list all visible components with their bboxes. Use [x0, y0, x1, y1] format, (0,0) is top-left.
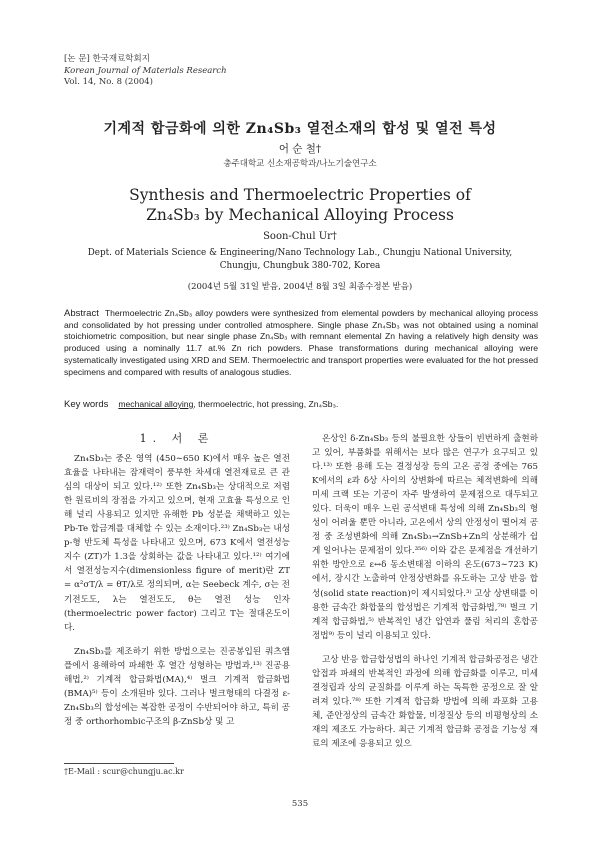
footnote-rule — [64, 763, 174, 764]
page-number: 535 — [291, 799, 309, 809]
title-english-line1: Synthesis and Thermoelectric Properties of — [129, 186, 471, 204]
journal-name-en: Korean Journal of Materials Research — [64, 65, 227, 76]
affiliation-english-line2: Chungju, Chungbuk 380-702, Korea — [219, 261, 381, 271]
keywords-rest: , thermoelectric, hot pressing, Zn₄Sb₃. — [193, 399, 339, 409]
abstract — [64, 308, 538, 378]
abstract-label: Abstract — [64, 308, 99, 319]
keywords — [64, 399, 538, 410]
footnote-email: †E-Mail : scur@chungju.ac.kr — [64, 767, 184, 776]
title-english — [0, 185, 600, 225]
affiliation-english — [60, 247, 540, 273]
left-column — [64, 432, 290, 729]
keyword-mechanical-alloying: mechanical alloying — [118, 399, 194, 409]
left-paragraph-2: Zn₄Sb₃를 제조하기 위한 방법으로는 진공봉입된 쿼츠앰플에서 용해하여 파쇄한 후 열간 성형하는 방법과,¹³⁾ 진공용해법,²⁾ 기계적 합금화법(MA),⁴⁾ 벌크 기계적 합금화법(BMA)⁵⁾ 등이 소개된바 있다. 그러나 벌크형태의 다결정 ε-Zn₄Sb₃의 합성에는 복잡한 공정이 수반되어야 하고, 특히 공정 중 orthorhombic구조의 β-ZnSb상 및 고 — [64, 646, 290, 727]
right-paragraph-1: 온상인 δ-Zn₄Sb₃ 등의 불필요한 상들이 빈번하게 출현하고 있어, 부품화를 위해서는 보다 많은 연구가 요구되고 있다.¹³⁾ 또한 용해 도는 결정성장 등의 고온 공정 중에는 765 K에서의 ε과 δ상 사이의 상변화에 따르는 체적변화에 의해 미세 크랙 또는 기공이 자주 발생하여 문제점으로 대두되고 있다. 더욱이 매우 느린 공석변태 특성에 의해 Zn₄Sb₃의 형성이 어려울 뿐만 아니라, 고온에서 상의 안정성이 떨어져 공정 중 조성변화에 의해 Zn₄Sb₃→ZnSb+Zn의 상분해가 쉽게 일어나는 문제점이 있다.³⁵⁶⁾ 이와 같은 문제점을 개선하기 위한 방안으로 ε↔δ 동소변태점 이하의 온도(673∼723 K)에서, 장시간 노출하여 안정상변화를 유도하는 고상 반응 합성(solid state reaction)이 제시되었다.³⁾ 고상 상변태를 이용한 금속간 화합물의 합성법은 기계적 합금화법,⁷⁸⁾ 벌크 기계적 합금화법,⁵⁾ 반복적인 냉간 압연과 풀림 처리의 혼합공정법⁹⁾ 등이 널리 이용되고 있다. — [312, 434, 538, 641]
right-paragraph-2: 고상 반응 합금합성법의 하나인 기계적 합금화공정은 냉간압접과 파쇄의 반복적인 과정에 의해 합금화를 이루고, 미세 결정립과 상의 균질화를 이루게 하는 독특한 공정으로 잘 알려져 있다.⁷⁸⁾ 또한 기계적 합금화 방법에 의해 과포화 고용체, 준안정상의 금속간 화합물, 비정질상 등의 비평형상의 소재의 제조도 가능하다. 최근 기계적 합금화 공정을 기능성 재료의 제조에 응용되고 있으 — [312, 654, 538, 749]
journal-name-ko: [논 문] 한국재료학회지 — [64, 54, 150, 64]
received-dates: (2004년 5월 31일 받음, 2004년 8월 3일 최종수정본 받음) — [187, 282, 413, 292]
affiliation-english-line1: Dept. of Materials Science & Engineering/Nano Technology Lab., Chungju National University, — [87, 248, 513, 258]
abstract-text: Thermoelectric Zn₄Sb₃ alloy powders were synthesized from elemental powders by mechanical alloying process and consolidated by hot pressing under controlled atmosphere. Single phase Zn₄Sb₃ was not obtained using a nominal stoichiometric composition, but near single phase Zn₄Sb₃ with remnant elemental Zn having a relatively high density was produced using a nominally 11.7 at.% Zn rich powders. Phase transformations during mechanical alloying were systematically investigated using XRD and SEM. Thermoelectric and transport properties were evaluated for the hot pressed specimens and compared with results of analogous studies. — [64, 308, 538, 377]
left-paragraph-1: Zn₄Sb₃는 중온 영역 (450∼650 K)에서 매우 높은 열전효율을 나타내는 잠재력이 풍부한 차세대 열전재료로 큰 관심의 대상이 되고 있다.¹²⁾ 또한 Zn₄Sb₃는 상대적으로 저렴한 원료비의 장점을 가지고 있으며, 현재 고효율 특성으로 인해 널리 사용되고 있지만 유해한 Pb 성분을 채택하고 있는 Pb-Te 합금계를 대체할 수 있는 소재이다.²³⁾ Zn₄Sb₃는 내성 p-형 반도체 특성을 나타내고 있으며, 673 K에서 열전성능지수 (ZT)가 1.3을 상회하는 값을 나타내고 있다.¹²⁾ 여기에서 열전성능지수(dimensionless figure of merit)란 ZT = α²σT/λ = θT/λ로 정의되며, α는 Seebeck 계수, σ는 전기전도도, λ는 열전도도, θ는 열전 성능 인자(thermoelectric power factor) 그리고 T는 절대온도이다. — [64, 454, 290, 633]
affiliation-korean: 충주대학교 신소재공학과/나노기술연구소 — [223, 159, 377, 169]
section-heading-introduction: 1. 서 론 — [139, 432, 215, 445]
journal-header — [64, 54, 227, 89]
keywords-label: Key words — [64, 399, 109, 410]
right-column — [312, 432, 538, 751]
journal-volume: Vol. 14, No. 8 (2004) — [64, 77, 154, 87]
title-english-line2: Zn₄Sb₃ by Mechanical Alloying Process — [146, 206, 454, 224]
author-english: Soon-Chul Ur† — [263, 231, 337, 242]
title-korean: 기계적 합금화에 의한 Zn₄Sb₃ 열전소재의 합성 및 열전 특성 — [103, 121, 497, 137]
author-korean: 어 순 철† — [278, 143, 322, 155]
